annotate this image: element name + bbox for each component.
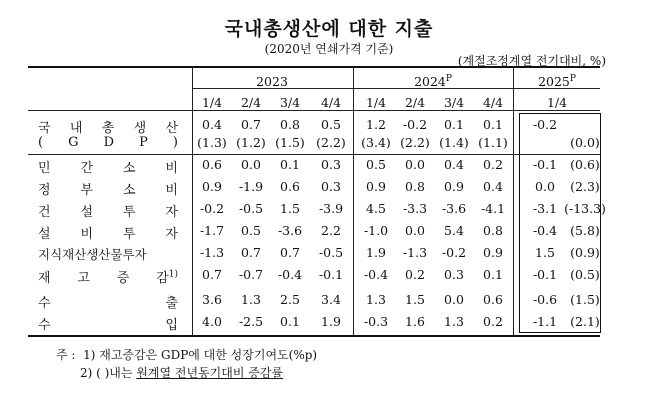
quarter-header: 3/4 xyxy=(279,95,301,110)
page-title: 국내총생산에 대한 지출 xyxy=(224,18,434,40)
row-value: -2.5 xyxy=(238,314,264,329)
gdp-yoy-value: (0.0) xyxy=(570,135,600,150)
row-value: 1.5 xyxy=(535,245,555,260)
row-label-4: 지식재산생산물투자 xyxy=(38,247,147,262)
row-value: -0.1 xyxy=(532,267,558,282)
highlight-box-2025 xyxy=(519,113,601,333)
row-value: -3.6 xyxy=(441,201,467,216)
gdp-value: 0.8 xyxy=(280,117,300,132)
row-value: 1.5 xyxy=(405,292,425,307)
row-label-3: 설 비 투 자 xyxy=(38,227,178,242)
row-value: 0.3 xyxy=(321,157,341,172)
row-value: 1.3 xyxy=(241,292,261,307)
gdp-value: -0.2 xyxy=(532,117,558,132)
gdp-value: -0.2 xyxy=(402,117,428,132)
row-value: 0.4 xyxy=(444,157,464,172)
row-value: -1.3 xyxy=(402,245,428,260)
gdp-yoy-value: (1.4) xyxy=(439,135,469,150)
row-value: 0.5 xyxy=(366,157,386,172)
row-value: -0.3 xyxy=(363,314,389,329)
row-yoy-value: (0.6) xyxy=(570,157,600,172)
header-bottom-rule xyxy=(28,110,600,111)
row-value: -1.0 xyxy=(363,223,389,238)
row-value: 1.9 xyxy=(321,314,341,329)
gdp-yoy-value: (1.1) xyxy=(478,135,508,150)
row-value: -3.9 xyxy=(318,201,344,216)
row-value: -3.6 xyxy=(277,223,303,238)
row-label-6: 수 출 xyxy=(38,296,178,311)
row-value: -0.2 xyxy=(199,201,225,216)
row-value: -0.7 xyxy=(238,267,264,282)
row-value: -0.1 xyxy=(318,267,344,282)
row-value: -3.1 xyxy=(532,201,558,216)
row-value: 0.5 xyxy=(241,223,261,238)
gdp-value: 0.7 xyxy=(241,117,261,132)
row-value: 1.3 xyxy=(444,314,464,329)
quarter-header: 3/4 xyxy=(443,95,465,110)
gdp-value: 0.4 xyxy=(202,117,222,132)
row-value: 0.1 xyxy=(280,157,300,172)
quarter-header: 1/4 xyxy=(546,95,568,110)
table-bottom-rule xyxy=(28,335,600,337)
row-value: 0.9 xyxy=(202,179,222,194)
row-value: 0.6 xyxy=(202,157,222,172)
row-value: -0.1 xyxy=(532,157,558,172)
gdp-value: 1.2 xyxy=(366,117,386,132)
gdp-value: 0.1 xyxy=(444,117,464,132)
row-value: 4.5 xyxy=(366,201,386,216)
row-yoy-value: (0.9) xyxy=(570,245,600,260)
year-header-2025: $2025^P$ xyxy=(538,74,576,90)
row-value: 3.4 xyxy=(321,292,341,307)
gdp-yoy-value: (1.3) xyxy=(197,135,227,150)
row-value: 0.2 xyxy=(405,267,425,282)
row-value: 0.6 xyxy=(483,292,503,307)
row-value: 0.0 xyxy=(535,179,555,194)
row-value: -1.1 xyxy=(532,314,558,329)
row-value: 3.6 xyxy=(202,292,222,307)
row-label-5: 재 고 증 감$^{1)}$ xyxy=(38,269,178,286)
row-value: 1.6 xyxy=(405,314,425,329)
row-label-0: 민 간 소 비 xyxy=(38,161,178,176)
row-value: 2.5 xyxy=(280,292,300,307)
quarter-header: 4/4 xyxy=(482,95,504,110)
row-value: 0.1 xyxy=(280,314,300,329)
year-header-2023: 2023 xyxy=(256,74,288,89)
row-value: 0.4 xyxy=(483,179,503,194)
gdp-bottom-rule xyxy=(28,154,600,155)
footnote-2: 2) ( )내는 원계열 전년동기대비 증감률 xyxy=(80,366,284,380)
row-value: 0.7 xyxy=(202,267,222,282)
row-value: -1.3 xyxy=(199,245,225,260)
row-label-7: 수 입 xyxy=(38,318,178,333)
row-yoy-value: (1.5) xyxy=(570,292,600,307)
row-yoy-value: (2.1) xyxy=(570,314,600,329)
row-yoy-value: (0.5) xyxy=(570,267,600,282)
row-label-gdp: 국 내 총 생 산 xyxy=(38,121,178,136)
gdp-yoy-value: (1.2) xyxy=(236,135,266,150)
gdp-yoy-value: (2.2) xyxy=(400,135,430,150)
row-value: 0.0 xyxy=(405,157,425,172)
row-value: -0.5 xyxy=(238,201,264,216)
row-value: 2.2 xyxy=(321,223,341,238)
row-value: 0.3 xyxy=(321,179,341,194)
row-value: 0.0 xyxy=(444,292,464,307)
row-value: -0.2 xyxy=(441,245,467,260)
row-value: -1.7 xyxy=(199,223,225,238)
row-value: -0.4 xyxy=(532,223,558,238)
row-value: 0.7 xyxy=(241,245,261,260)
gdp-value: 0.5 xyxy=(321,117,341,132)
quarter-header: 1/4 xyxy=(365,95,387,110)
row-value: 0.0 xyxy=(405,223,425,238)
row-value: 0.8 xyxy=(483,223,503,238)
row-value: 1.9 xyxy=(366,245,386,260)
gdp-yoy-value: (1.5) xyxy=(275,135,305,150)
row-yoy-value: (2.3) xyxy=(570,179,600,194)
row-value: -3.3 xyxy=(402,201,428,216)
row-value: -0.6 xyxy=(532,292,558,307)
quarter-header: 4/4 xyxy=(320,95,342,110)
row-value: 0.9 xyxy=(366,179,386,194)
row-value: 1.5 xyxy=(280,201,300,216)
page-subtitle: (2020년 연쇄가격 기준) xyxy=(264,42,394,56)
gdp-yoy-value: (3.4) xyxy=(361,135,391,150)
row-label-gdp-abbr: ( G D P ) xyxy=(38,135,178,150)
quarter-header: 1/4 xyxy=(201,95,223,110)
row-value: 0.0 xyxy=(241,157,261,172)
row-yoy-value: (5.8) xyxy=(570,223,600,238)
row-value: 0.3 xyxy=(444,267,464,282)
row-value: 0.1 xyxy=(483,267,503,282)
row-label-1: 정 부 소 비 xyxy=(38,183,178,198)
row-value: 0.8 xyxy=(405,179,425,194)
quarter-header: 2/4 xyxy=(404,95,426,110)
row-value: 0.6 xyxy=(280,179,300,194)
year-header-2024: $2024^P$ xyxy=(414,74,452,90)
gdp-yoy-value: (2.2) xyxy=(316,135,346,150)
row-value: 0.2 xyxy=(483,314,503,329)
row-value: 0.9 xyxy=(444,179,464,194)
row-value: 1.3 xyxy=(366,292,386,307)
row-value: -0.5 xyxy=(318,245,344,260)
row-yoy-value: (-13.3) xyxy=(564,201,606,216)
row-label-2: 건 설 투 자 xyxy=(38,205,178,220)
row-value: 5.4 xyxy=(444,223,464,238)
row-value: 4.0 xyxy=(202,314,222,329)
gdp-value: 0.1 xyxy=(483,117,503,132)
row-value: 0.7 xyxy=(280,245,300,260)
row-value: -0.4 xyxy=(277,267,303,282)
table-top-rule xyxy=(28,66,600,68)
quarter-header: 2/4 xyxy=(240,95,262,110)
row-value: -0.4 xyxy=(363,267,389,282)
row-value: 0.9 xyxy=(483,245,503,260)
row-value: -1.9 xyxy=(238,179,264,194)
unit-note: (계절조정계열 전기대비, %) xyxy=(457,54,606,68)
row-value: 0.2 xyxy=(483,157,503,172)
footnote-1: 주 : 1) 재고증감은 GDP에 대한 성장기여도(%p) xyxy=(56,348,318,362)
row-value: -4.1 xyxy=(480,201,506,216)
